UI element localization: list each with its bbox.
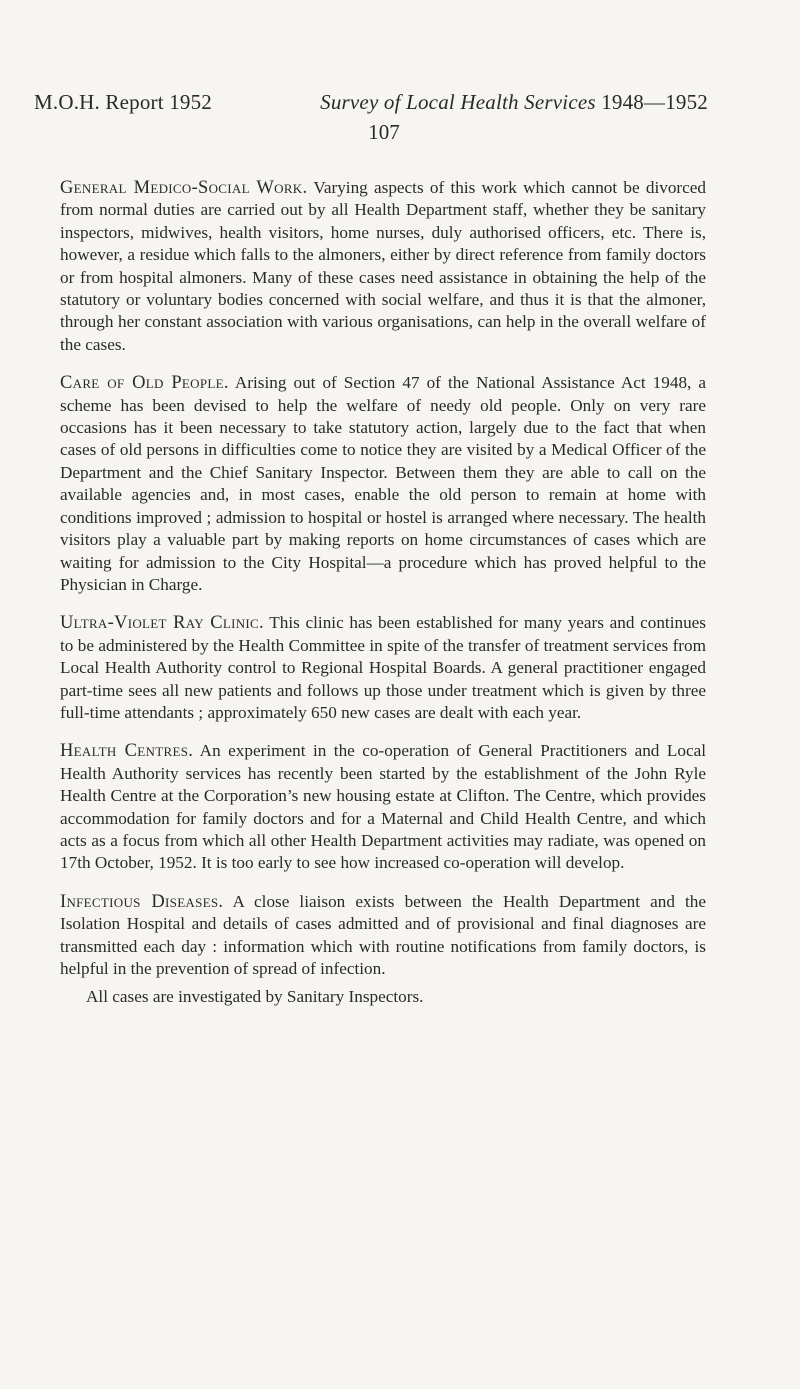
section-heading: Ultra-Violet Ray Clinic.: [60, 613, 264, 634]
survey-title: [320, 90, 708, 115]
section-heading: Infectious Diseases.: [60, 891, 224, 912]
survey-title-italic: Survey of Local Health Services: [320, 90, 596, 114]
section-infectious-diseases: [60, 891, 706, 981]
section-old-people: [60, 372, 706, 596]
page-number: 107: [368, 120, 400, 144]
section-medico-social: [60, 177, 706, 356]
section-uv-clinic: [60, 612, 706, 724]
section-heading: General Medico-Social Work.: [60, 178, 308, 198]
section-body: An experiment in the co-operation of General Practitioners and Local Health Authority services has recently been started by the establishment of the John Ryle Health Centre at the Corporation’s new housing estate at Clifton. The Centre, which provides accommodation for family doctors and for a Maternal and Child Health Centre, and which acts as a focus from which all other Health Department activities may radiate, was opened on 17th October, 1952. It is too early to see how increased co-operation will develop.: [60, 741, 707, 873]
survey-years: 1948—1952: [595, 90, 708, 114]
document-page: [34, 90, 708, 1009]
section-body: A close liaison exists between the Health Department and the Isolation Hospital and details of cases admitted and of provisional and final diagnoses are transmitted each day : information which with routine notifications from family doctors, is helpful in the prevention of spread of infection.: [60, 891, 706, 978]
section-heading: Care of Old People.: [60, 373, 229, 394]
section-body: Varying aspects of this work which cannot be divorced from normal duties are carried out by all Health Department staff, whether they be sanitary inspectors, midwives, health visitors, home nurses, duly authorised officers, etc. There is, however, a residue which falls to the almoners, either by direct reference from family doctors or from hospital almoners. Many of these cases need assistance in obtaining the help of the statutory or voluntary bodies concerned with social welfare, and thus it is that the almoner, through her constant association with various organisations, can help in the overall welfare of the cases.: [60, 178, 707, 354]
report-title: M.O.H. Report 1952: [34, 90, 213, 114]
running-header: [34, 90, 708, 120]
closing-line: All cases are investigated by Sanitary Inspectors.: [86, 987, 424, 1007]
section-heading: Health Centres.: [60, 741, 194, 762]
section-body: Arising out of Section 47 of the National Assistance Act 1948, a scheme has been devised to help the welfare of needy old people. Only on very rare occasions has it been necessary to take statutory action, largely due to the fact that when cases of old persons in difficulties come to notice they are visited by a Medical Officer of the Department and the Chief Sanitary Inspector. Between them they are able to call on the available agencies and, in most cases, enable the old person to remain at home with conditions improved ; admission to hospital or hostel is arranged where necessary. The health visitors play a valuable part by making reports on home circumstances of cases which are waiting for admission to the City Hospital—a procedure which has proved helpful to the Physician in Charge.: [60, 373, 706, 594]
section-health-centres: [60, 740, 706, 874]
section-body: This clinic has been established for many years and continues to be administered by the Health Committee in spite of the transfer of treatment services from Local Health Authority control to Regional Hospital Boards. A general practitioner engaged part-time sees all new patients and follows up those under treatment which is given by three full-time attendants ; approximately 650 new cases are dealt with each year.: [60, 613, 706, 722]
